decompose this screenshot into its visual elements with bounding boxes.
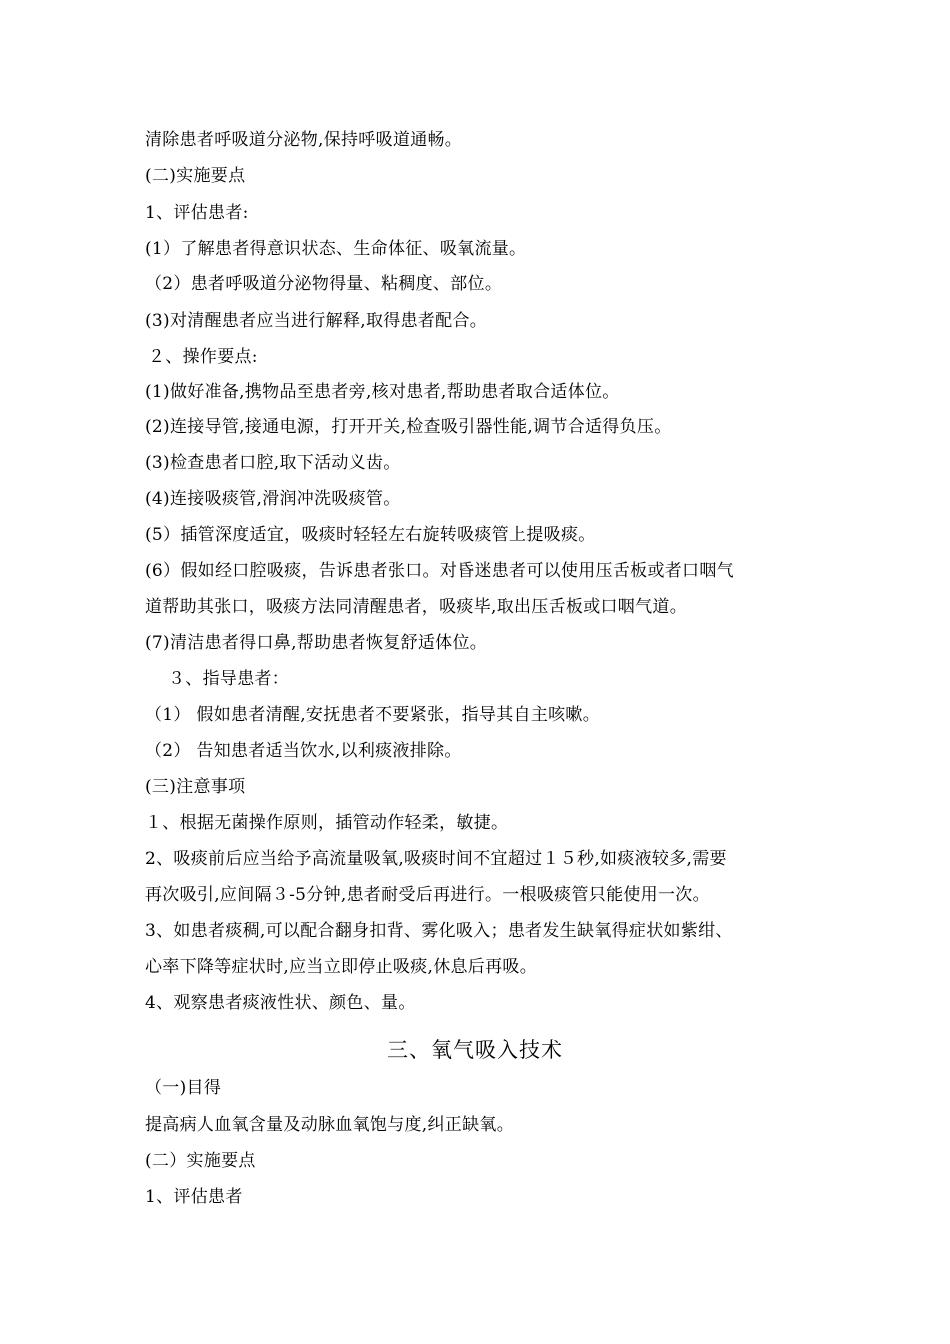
text-line: 清除患者呼吸道分泌物,保持呼吸道通畅。 — [145, 130, 463, 150]
text-line: (1）了解患者得意识状态、生命体征、吸氧流量。 — [145, 239, 527, 259]
section-title: 三、氧气吸入技术 — [387, 1038, 563, 1062]
text-line: （1） 假如患者清醒,安抚患者不要紧张，指导其自主咳嗽。 — [145, 705, 601, 725]
text-line: （2）患者呼吸道分泌物得量、粘稠度、部位。 — [145, 274, 503, 294]
text-line: 提高病人血氧含量及动脉血氧饱与度,纠正缺氧。 — [145, 1115, 515, 1135]
text-line: 道帮助其张口，吸痰方法同清醒患者，吸痰毕,取出压舌板或口咽气道。 — [145, 597, 688, 617]
text-line: (5）插管深度适宜，吸痰时轻轻左右旋转吸痰管上提吸痰。 — [145, 525, 596, 545]
subsection-heading: (三)注意事项 — [145, 777, 246, 797]
text-line: 3、如患者痰稠,可以配合翻身扣背、雾化吸入；患者发生缺氧得症状如紫绀、 — [145, 921, 733, 941]
text-line: (6）假如经口腔吸痰，告诉患者张口。对昏迷患者可以使用压舌板或者口咽气 — [145, 561, 734, 581]
text-line: １、根据无菌操作原则，插管动作轻柔，敏捷。 — [145, 813, 509, 833]
text-line: (3)对清醒患者应当进行解释,取得患者配合。 — [145, 311, 488, 331]
text-line: 1、评估患者: — [145, 203, 249, 223]
text-line: ２、操作要点: — [148, 347, 258, 367]
text-line: 4、观察患者痰液性状、颜色、量。 — [145, 993, 416, 1013]
subsection-heading: (二）实施要点 — [145, 1151, 256, 1171]
text-line: 1、评估患者 — [145, 1187, 243, 1207]
text-line: 再次吸引,应间隔３-5分钟,患者耐受后再进行。一根吸痰管只能使用一次。 — [145, 885, 710, 905]
text-line: 心率下降等症状时,应当立即停止吸痰,休息后再吸。 — [145, 957, 538, 977]
text-line: ３、指导患者： — [168, 669, 290, 689]
subsection-heading: (二)实施要点 — [145, 166, 246, 186]
text-line: (1)做好准备,携物品至患者旁,核对患者,帮助患者取合适体位。 — [145, 382, 620, 402]
text-line: (3)检查患者口腔,取下活动义齿。 — [145, 453, 401, 473]
text-line: (7)清洁患者得口鼻,帮助患者恢复舒适体位。 — [145, 633, 488, 653]
text-line: (2)连接导管,接通电源，打开开关,检查吸引器性能,调节合适得负压。 — [145, 417, 672, 437]
text-line: (4)连接吸痰管,滑润冲洗吸痰管。 — [145, 489, 401, 509]
text-line: （2） 告知患者适当饮水,以利痰液排除。 — [145, 741, 462, 761]
text-line: 2、吸痰前后应当给予高流量吸氧,吸痰时间不宜超过１５秒,如痰液较多,需要 — [145, 849, 727, 869]
subsection-heading: （一)目得 — [145, 1078, 222, 1098]
